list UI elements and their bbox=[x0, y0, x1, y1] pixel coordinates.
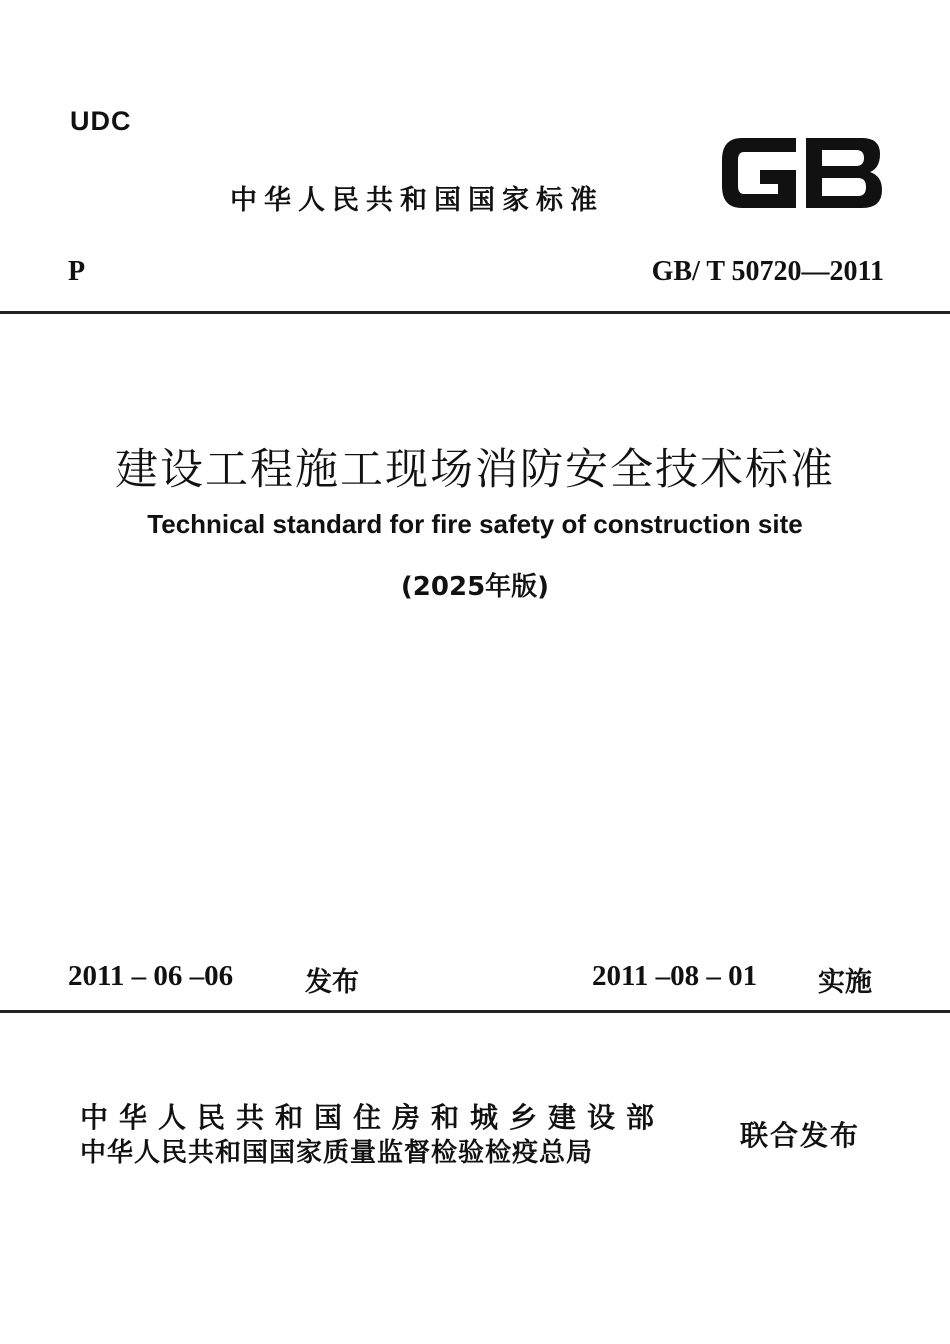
top-divider bbox=[0, 311, 950, 314]
implement-date: 2011 –08 – 01 bbox=[592, 960, 758, 992]
publish-label: 发布 bbox=[305, 967, 359, 998]
joint-release-label: 联合发布 bbox=[740, 1119, 861, 1152]
implement-label: 实施 bbox=[818, 967, 872, 998]
gb-logo-graphic bbox=[716, 130, 886, 214]
gb-logo bbox=[716, 130, 886, 214]
title-english: Technical standard for fire safety of construction site bbox=[147, 509, 803, 539]
title-chinese: 建设工程施工现场消防安全技术标准 bbox=[115, 445, 835, 495]
udc-label: UDC bbox=[70, 106, 132, 136]
issuer-ministry: 中华人民共和国住房和城乡建设部 bbox=[80, 1101, 666, 1134]
standard-number: GB/ T 50720—2011 bbox=[651, 256, 884, 287]
category-code: P bbox=[68, 256, 86, 287]
national-standard-heading: 中华人民共和国国家标准 bbox=[230, 185, 604, 216]
publish-date: 2011 – 06 –06 bbox=[68, 960, 234, 992]
issuer-aqsiq: 中华人民共和国国家质量监督检验检疫总局 bbox=[80, 1138, 594, 1168]
bottom-divider bbox=[0, 1010, 950, 1013]
edition-label: (2025年版) bbox=[400, 572, 550, 602]
